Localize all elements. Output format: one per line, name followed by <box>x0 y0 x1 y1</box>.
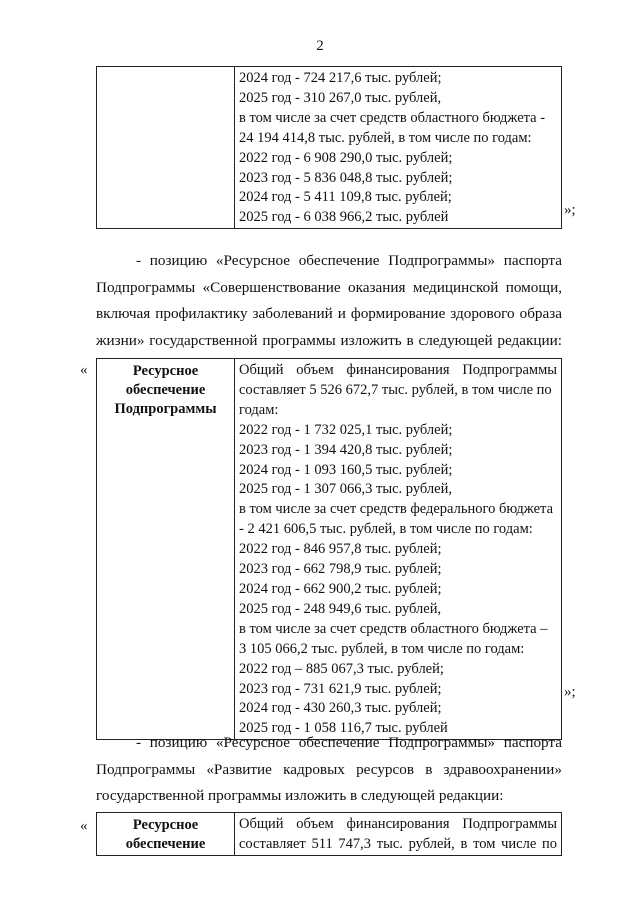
personnel-resource-table <box>96 812 562 856</box>
funding-line: 2024 год - 1 093 160,5 тыс. рублей; <box>239 461 453 478</box>
funding-details-cell <box>235 67 562 229</box>
heading-line: Подпрограммы <box>114 401 217 417</box>
funding-line: 2024 год - 662 900,2 тыс. рублей; <box>239 580 442 597</box>
funding-details-cell <box>235 813 562 856</box>
funding-line: 2023 год - 731 621,9 тыс. рублей; <box>239 680 442 697</box>
funding-line: 2025 год - 1 058 116,7 тыс. рублей <box>239 720 448 737</box>
funding-line: 2025 год - 6 038 966,2 тыс. рублей <box>239 209 449 226</box>
paragraph-line: Подпрограммы «Совершенствование оказания медицинской помощи, <box>96 278 562 296</box>
funding-line: в том числе за счет средств федерального бюджета <box>239 501 554 518</box>
funding-line: 2022 год – 885 067,3 тыс. рублей; <box>239 660 444 677</box>
funding-line: годам: <box>239 401 279 418</box>
opening-quote: « <box>80 818 88 834</box>
funding-line: 2022 год - 6 908 290,0 тыс. рублей; <box>239 149 453 166</box>
funding-line: 2023 год - 5 836 048,8 тыс. рублей; <box>239 169 453 186</box>
paragraph-line: государственной программы изложить в следующей редакции: <box>96 787 504 805</box>
funding-line: 2025 год - 248 949,6 тыс. рублей, <box>239 600 442 617</box>
closing-quote: »; <box>564 684 576 700</box>
funding-line: 2025 год - 310 267,0 тыс. рублей, <box>239 89 442 106</box>
funding-line: 2022 год - 1 732 025,1 тыс. рублей; <box>239 421 453 438</box>
funding-line: 3 105 066,2 тыс. рублей, в том числе по годам: <box>239 640 525 657</box>
heading-line: обеспечение <box>125 836 206 852</box>
funding-line: составляет 511 747,3 тыс. рублей, в том числе по <box>239 835 557 852</box>
funding-line: в том числе за счет средств областного бюджета - <box>239 109 546 126</box>
funding-table-continued <box>96 66 562 229</box>
funding-line: в том числе за счет средств областного бюджета – <box>239 620 548 637</box>
resource-support-table <box>96 358 562 740</box>
funding-line: 2023 год - 1 394 420,8 тыс. рублей; <box>239 441 453 458</box>
page-number: 2 <box>316 38 324 54</box>
paragraph-line: - позицию «Ресурсное обеспечение Подпрограммы» паспорта <box>136 734 562 751</box>
funding-line: - 2 421 606,5 тыс. рублей, в том числе по годам: <box>239 521 533 538</box>
funding-line: 2024 год - 430 260,3 тыс. рублей; <box>239 700 442 717</box>
heading-line: Ресурсное <box>132 817 199 833</box>
heading-line: обеспечение <box>125 382 206 398</box>
funding-line: Общий объем финансирования Подпрограммы <box>239 362 557 378</box>
funding-line: 2022 год - 846 957,8 тыс. рублей; <box>239 541 442 558</box>
resource-support-heading <box>97 359 235 740</box>
paragraph-line: жизни» государственной программы изложить в следующей редакции: <box>96 332 562 350</box>
paragraph-line: - позицию «Ресурсное обеспечение Подпрограммы» паспорта <box>136 252 562 269</box>
funding-line: 2024 год - 724 217,6 тыс. рублей; <box>239 70 442 86</box>
instruction-paragraph <box>96 730 562 810</box>
funding-line: Общий объем финансирования Подпрограммы <box>239 816 557 832</box>
heading-line: Ресурсное <box>132 363 199 379</box>
funding-line: 2023 год - 662 798,9 тыс. рублей; <box>239 561 442 578</box>
funding-line: 24 194 414,8 тыс. рублей, в том числе по годам: <box>239 129 532 146</box>
instruction-paragraph <box>96 248 562 355</box>
funding-details-cell <box>235 359 562 740</box>
funding-line: 2024 год - 5 411 109,8 тыс. рублей; <box>239 189 452 206</box>
heading-cell-empty <box>97 67 235 229</box>
paragraph-line: Подпрограммы «Развитие кадровых ресурсов в здравоохранении» <box>96 760 562 778</box>
closing-quote: »; <box>564 202 576 218</box>
paragraph-line: включая профилактику заболеваний и формирование здорового образа <box>96 305 562 323</box>
funding-line: составляет 5 526 672,7 тыс. рублей, в том числе по <box>239 381 552 398</box>
opening-quote: « <box>80 362 88 378</box>
funding-line: 2025 год - 1 307 066,3 тыс. рублей, <box>239 481 452 498</box>
resource-support-heading <box>97 813 235 856</box>
